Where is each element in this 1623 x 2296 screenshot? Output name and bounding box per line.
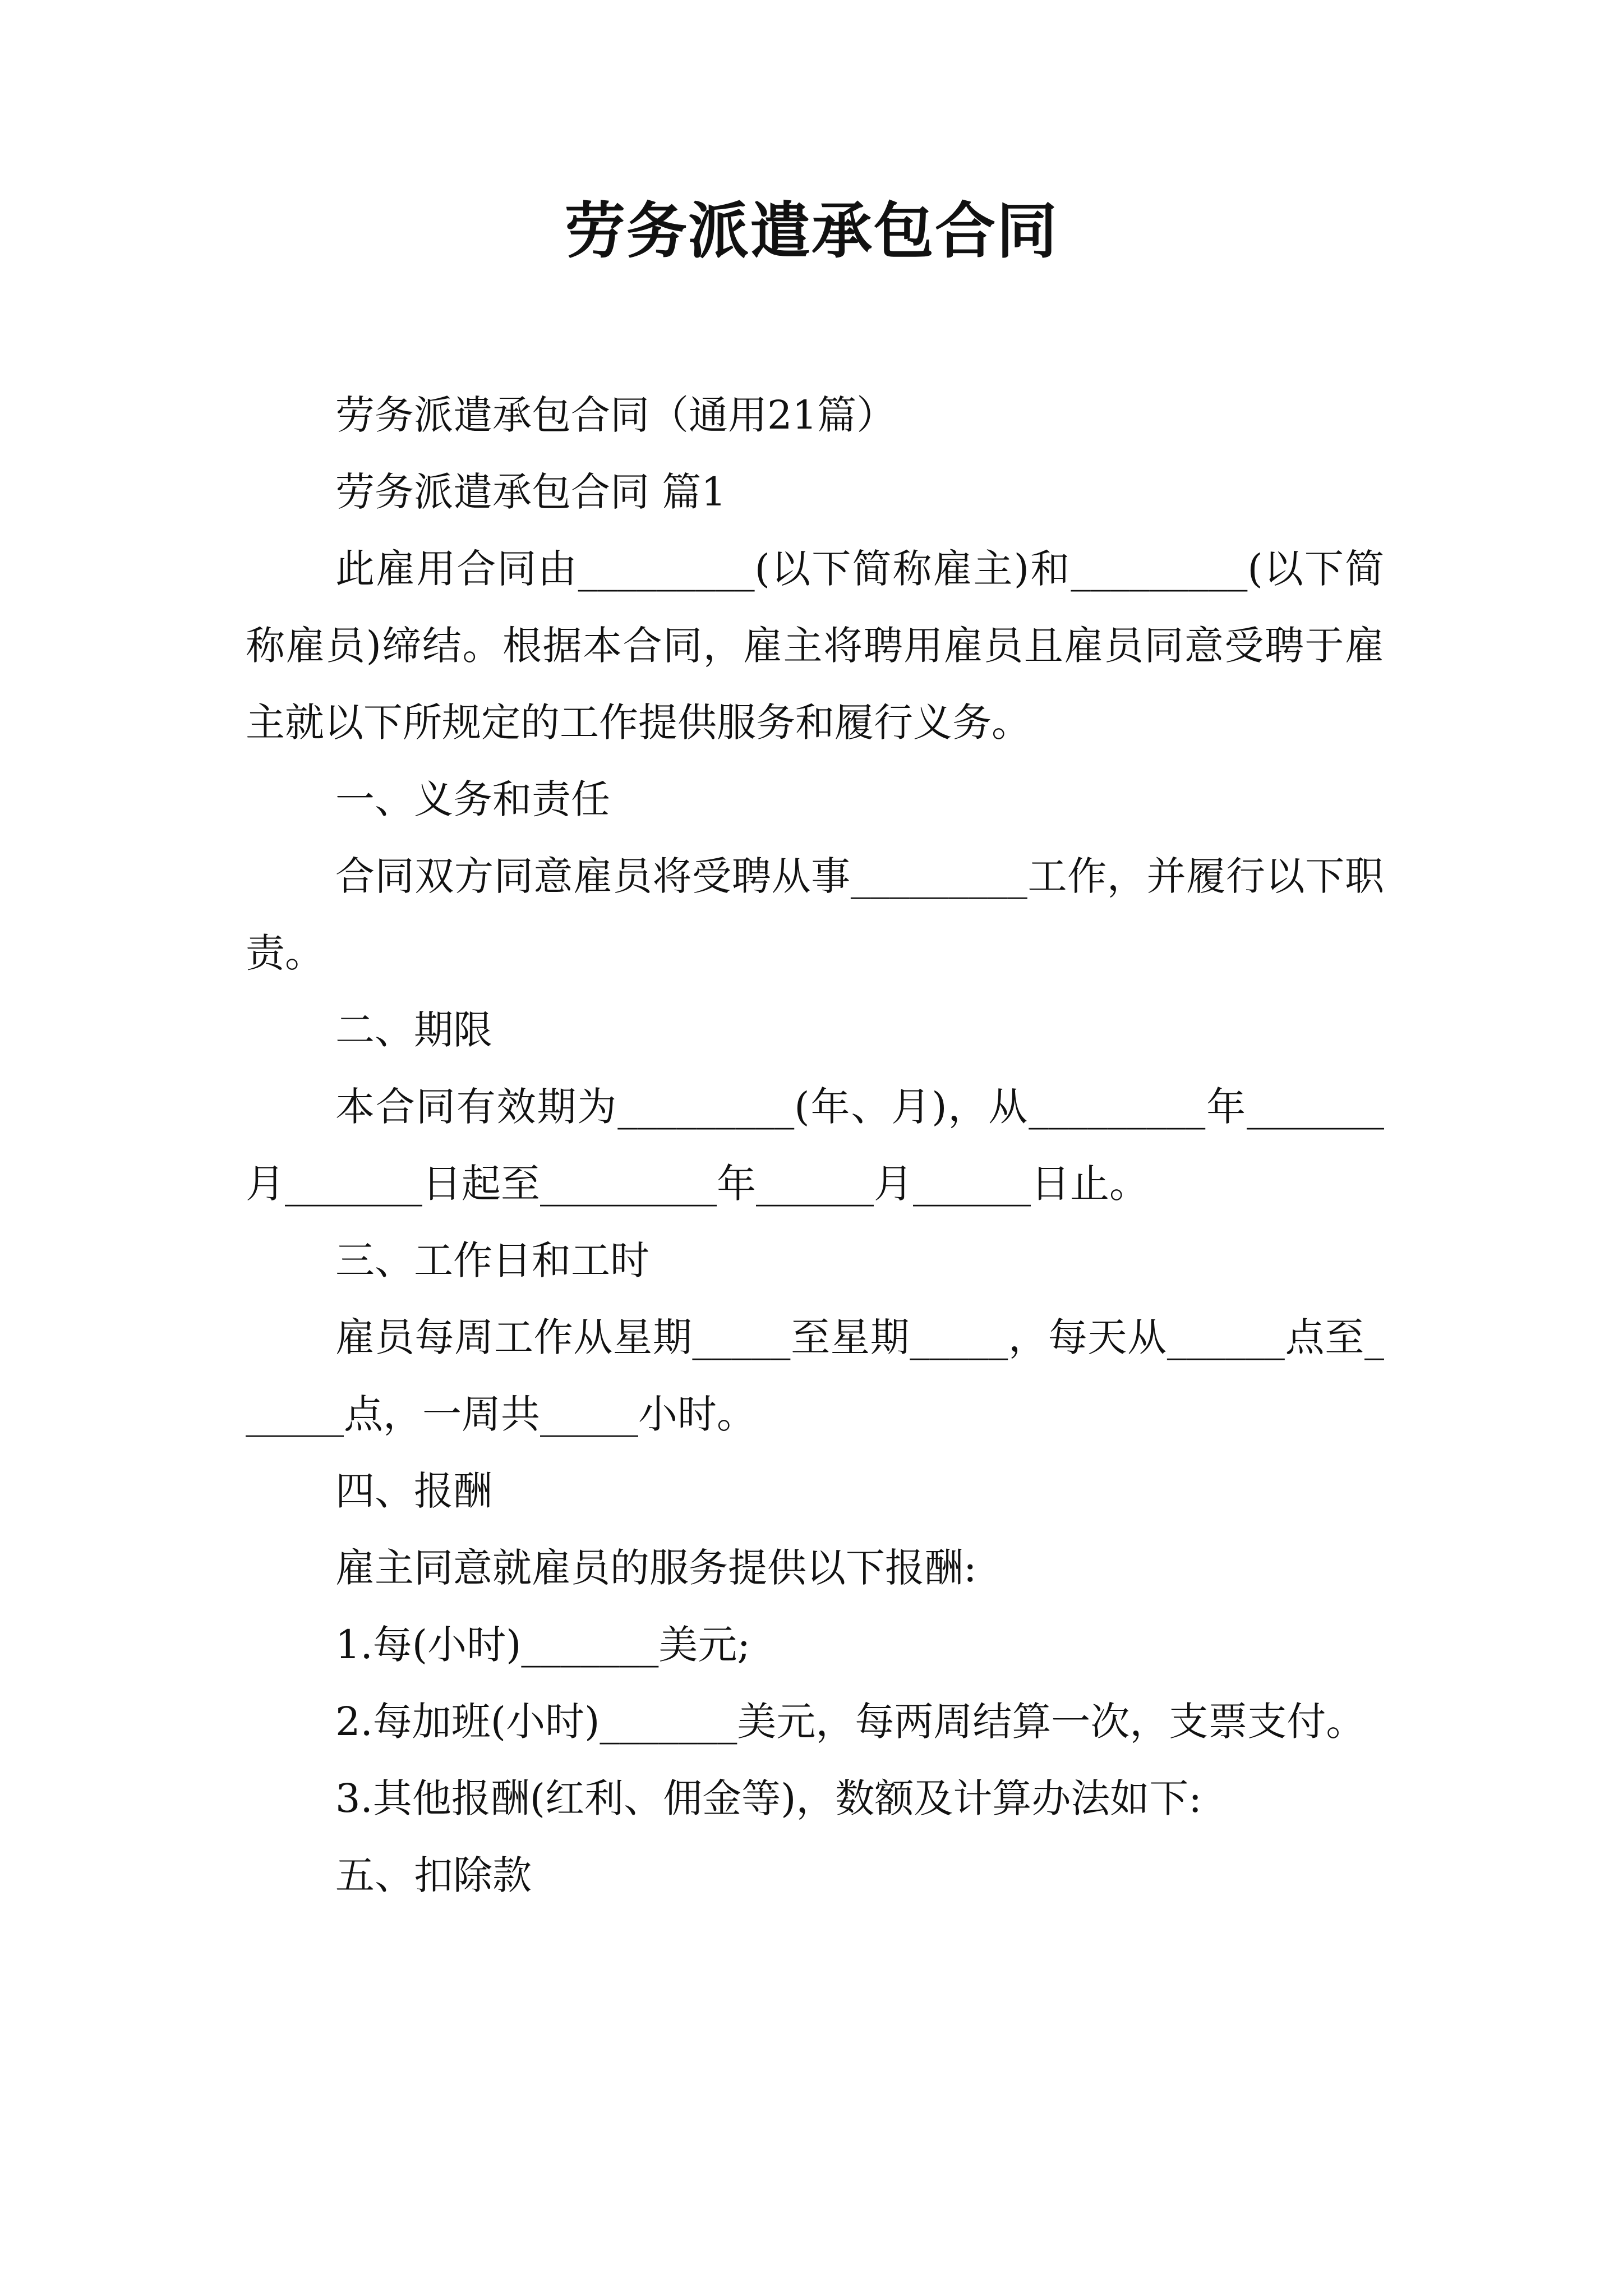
list-item-overtime: 2.每加班(小时)_______美元，每两周结算一次，支票支付。 [335,1699,1366,1745]
paragraph-subtitle: 劳务派遣承包合同（通用21篇） [335,392,896,438]
paragraph-duties: 合同双方同意雇员将受聘从事_________工作，并履行以下职责。 [246,853,1384,976]
paragraph-remuneration-intro: 雇主同意就雇员的服务提供以下报酬: [335,1545,977,1591]
heading-working-hours: 三、工作日和工时 [335,1237,649,1283]
heading-remuneration: 四、报酬 [335,1468,492,1514]
list-item-other-pay: 3.其他报酬(红利、佣金等)，数额及计算办法如下: [335,1775,1202,1821]
paragraph-intro: 此雇用合同由_________(以下简称雇主)和_________(以下简称雇员)缔结。根据本合同，雇主将聘用雇员且雇员同意受聘于雇主就以下所规定的工作提供服务和履行义务。 [246,546,1384,746]
heading-duties: 一、义务和责任 [335,776,610,822]
document-title: 劳务派遣承包合同 [564,196,1058,266]
heading-term: 二、期限 [335,1007,492,1053]
paragraph-working-hours: 雇员每周工作从星期_____至星期_____，每天从______点至______点，一周共_____小时。 [246,1314,1384,1437]
paragraph-term: 本合同有效期为_________(年、月)，从_________年_______月_______日起至_________年______月______日止。 [246,1084,1384,1207]
heading-deductions: 五、扣除款 [335,1852,532,1898]
document-body [246,377,1384,1914]
list-item-hourly: 1.每(小时)_______美元; [335,1622,750,1668]
paragraph-section-heading: 劳务派遣承包合同 篇1 [335,469,726,515]
